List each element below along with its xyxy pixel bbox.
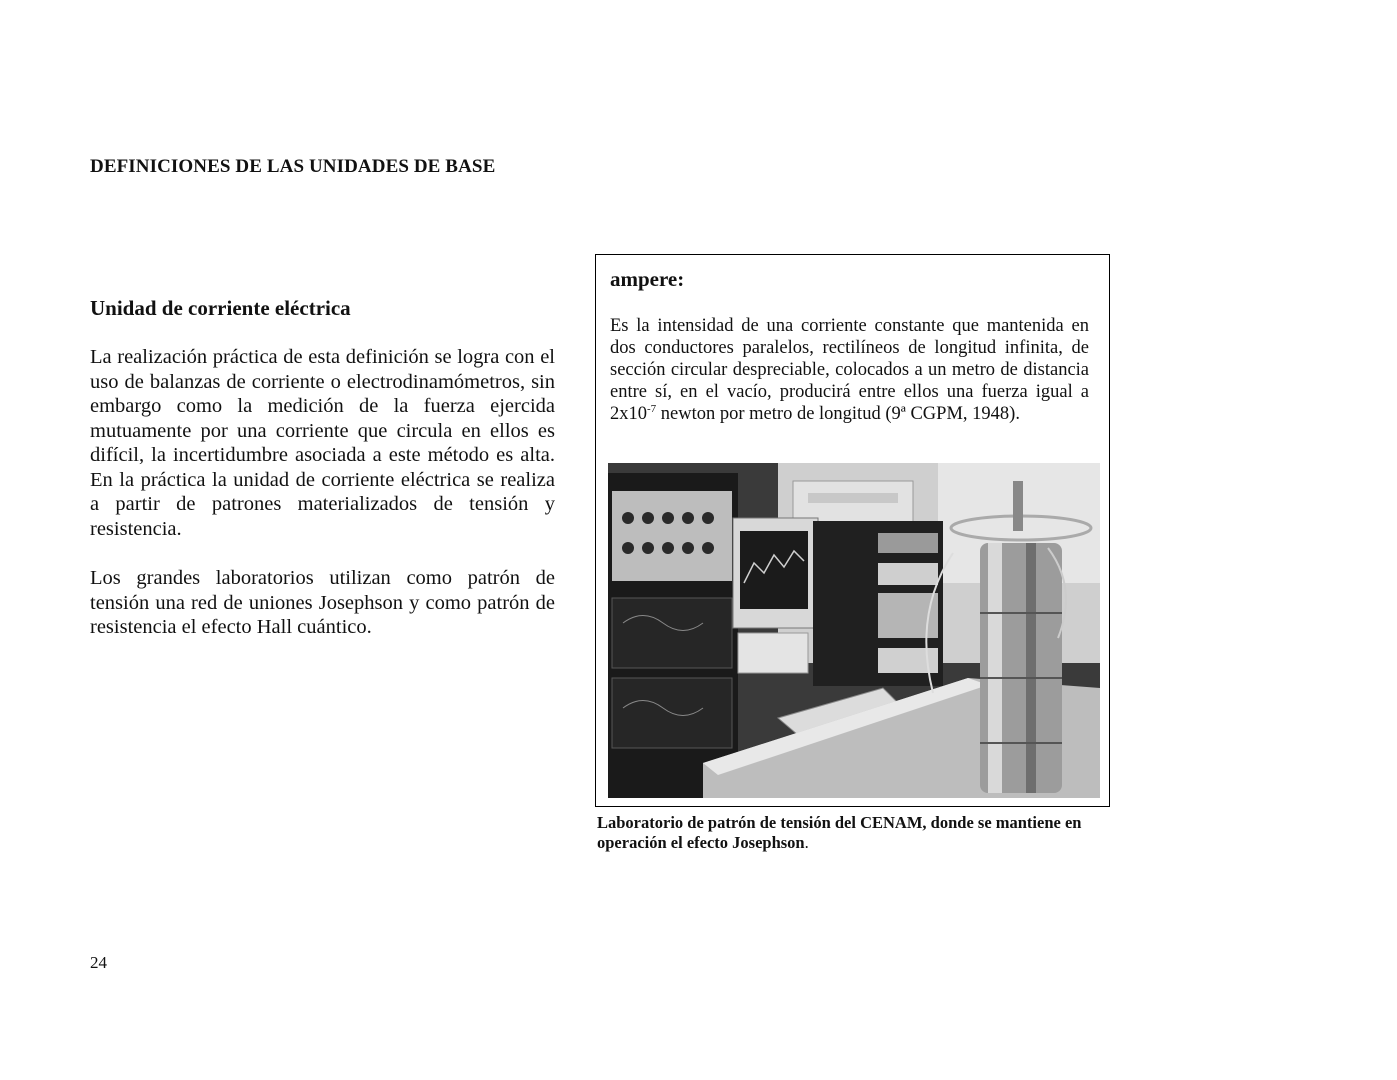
page-number: 24 — [90, 953, 107, 972]
definition-box — [595, 254, 1110, 807]
section-title: Unidad de corriente eléctrica — [90, 296, 351, 320]
running-header: DEFINICIONES DE LAS UNIDADES DE BASE — [90, 156, 496, 177]
body-text — [90, 345, 555, 665]
definition-text-main: Es la intensidad de una corriente constante que mantenida en dos conductores paralelos, rectilíneos de longitud infinita, de sección circular despreciable, colocados a un metro de distancia entre sí, en el vacío, producirá entre ellos una fuerza igual a 2x10 — [610, 316, 1089, 424]
figure-caption — [597, 813, 1107, 853]
definition-exponent: -7 — [647, 403, 657, 415]
paragraph-1: La realización práctica de esta definición se logra con el uso de balanzas de corriente o electrodinamómetros, sin embargo como la medición de la fuerza ejercida mutuamente por una corriente que circula en ellos es difícil, la incertidumbre asociada a este método es alta. En la práctica la unidad de corriente eléctrica se realiza a partir de patrones materializados de tensión y resistencia. — [90, 346, 555, 540]
definition-text-end: newton por metro de longitud (9ª CGPM, 1948). — [656, 404, 1020, 424]
paragraph-2: Los grandes laboratorios utilizan como patrón de tensión una red de uniones Josephson y como patrón de resistencia el efecto Hall cuántico. — [90, 567, 555, 638]
definition-term: ampere: — [610, 267, 685, 291]
figure-caption-period: . — [804, 833, 809, 852]
lab-photo — [608, 463, 1100, 798]
figure-caption-text: Laboratorio de patrón de tensión del CENAM, donde se mantiene en operación el efecto Josephson — [597, 813, 1082, 852]
definition-text — [610, 315, 1089, 425]
